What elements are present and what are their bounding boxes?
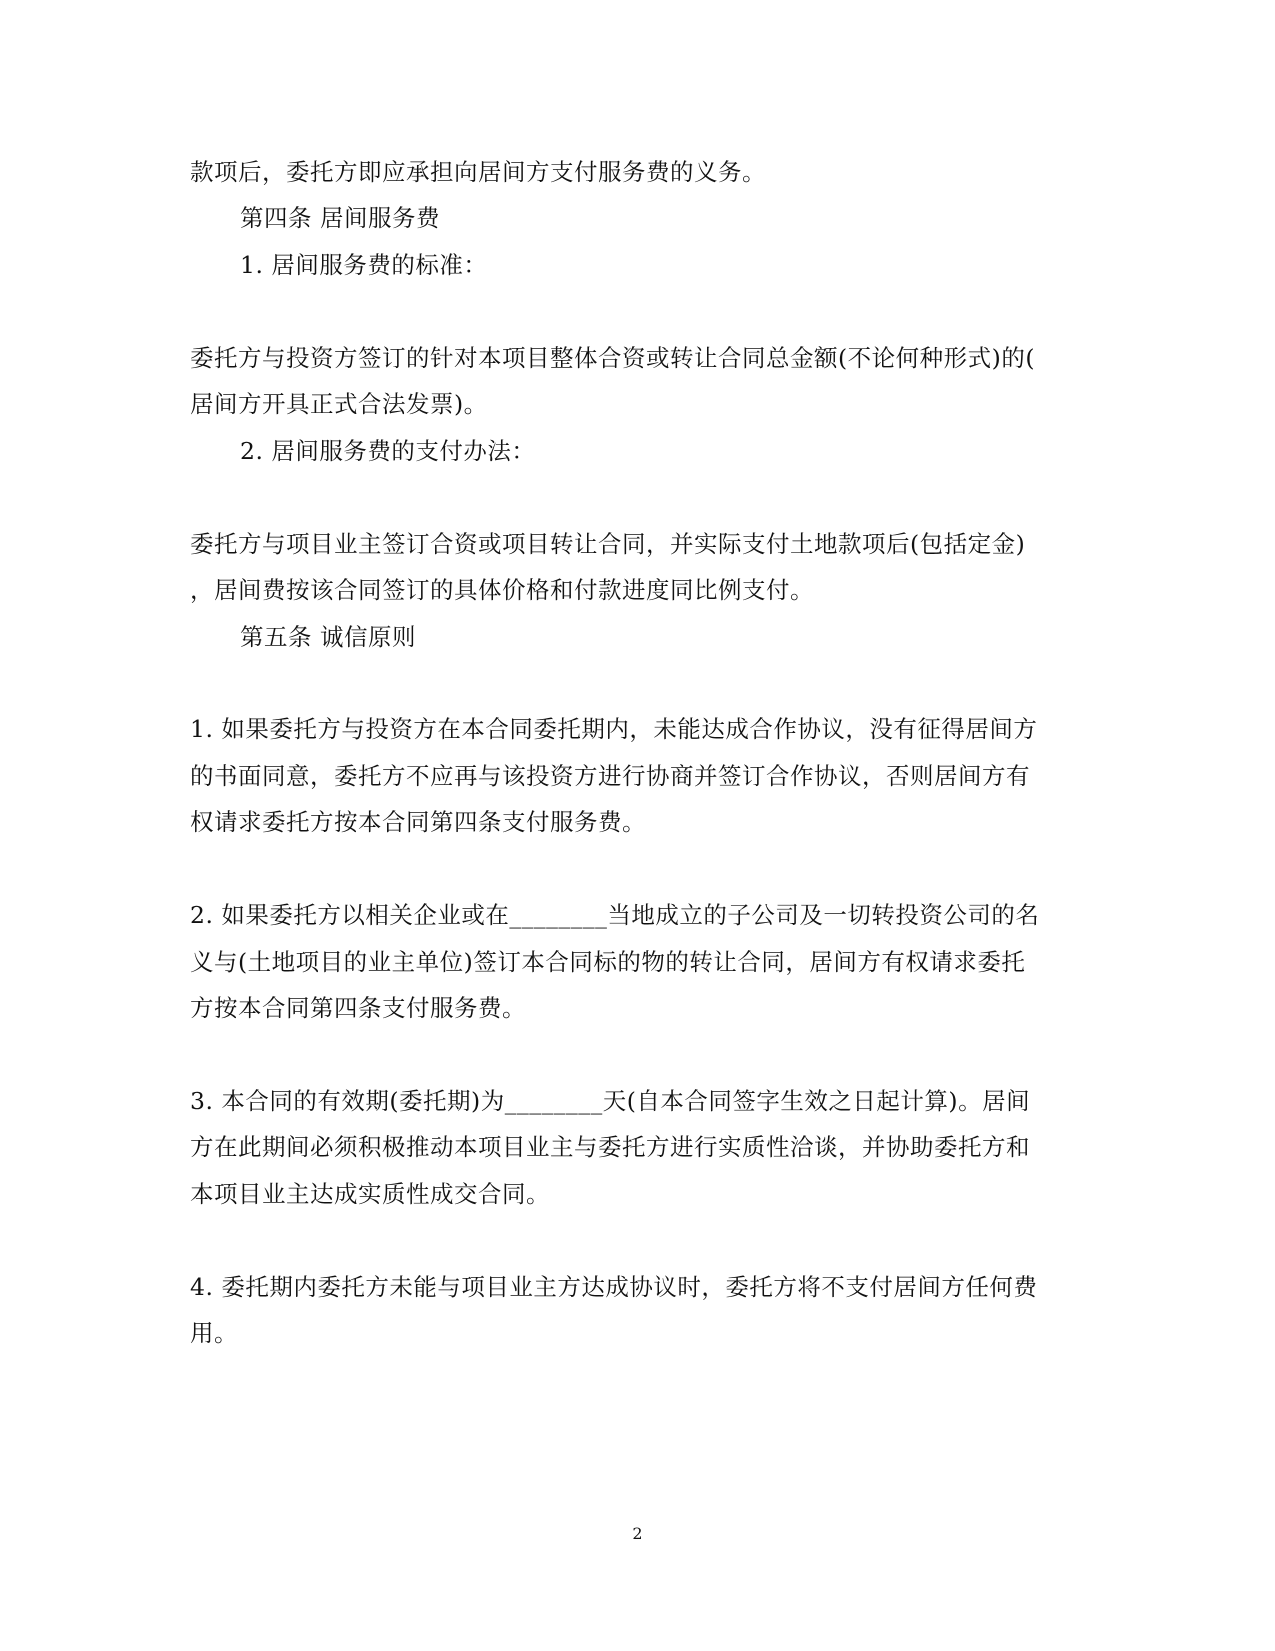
text-line: 款项后，委托方即应承担向居间方支付服务费的义务。: [190, 158, 766, 186]
page-number: 2: [632, 1524, 643, 1543]
text-line: 委托方与投资方签订的针对本项目整体合资或转让合同总金额(不论何种形式)的(: [190, 344, 1036, 372]
text-line: ，居间费按该合同签订的具体价格和付款进度同比例支付。: [190, 576, 814, 604]
text-line: 方在此期间必须积极推动本项目业主与委托方进行实质性洽谈，并协助委托方和: [190, 1133, 1030, 1161]
section-heading: 第四条 居间服务费: [240, 204, 440, 232]
text-line: 权请求委托方按本合同第四条支付服务费。: [190, 808, 646, 836]
text-line: 委托方与项目业主签订合资或项目转让合同，并实际支付土地款项后(包括定金): [190, 530, 1026, 558]
text-line: 义与(土地项目的业主单位)签订本合同标的物的转让合同，居间方有权请求委托: [190, 948, 1026, 976]
text-line: 用。: [190, 1319, 238, 1347]
text-line: 的书面同意，委托方不应再与该投资方进行协商并签订合作协议，否则居间方有: [190, 762, 1030, 790]
text-line: 居间方开具正式合法发票)。: [190, 390, 488, 418]
text-line: 1. 居间服务费的标准：: [240, 251, 488, 279]
text-line: 方按本合同第四条支付服务费。: [190, 994, 526, 1022]
text-line: 3. 本合同的有效期(委托期)为________天(自本合同签字生效之日起计算)。居间: [190, 1087, 1031, 1115]
text-line: 2. 如果委托方以相关企业或在________当地成立的子公司及一切转投资公司的名: [190, 901, 1040, 929]
text-line: 2. 居间服务费的支付办法：: [240, 437, 536, 465]
section-heading: 第五条 诚信原则: [240, 623, 416, 651]
text-line: 4. 委托期内委托方未能与项目业主方达成协议时，委托方将不支付居间方任何费: [190, 1273, 1038, 1301]
text-line: 本项目业主达成实质性成交合同。: [190, 1180, 550, 1208]
text-line: 1. 如果委托方与投资方在本合同委托期内，未能达成合作协议，没有征得居间方: [190, 715, 1038, 743]
